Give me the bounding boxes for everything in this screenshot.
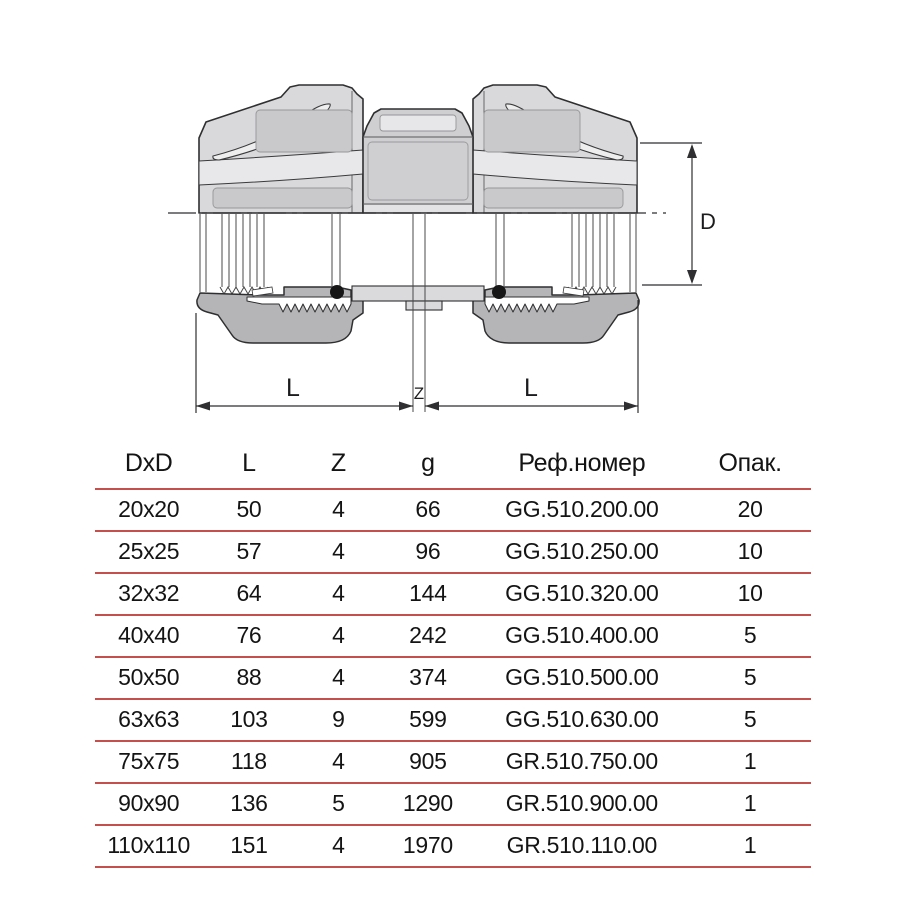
table-header-row [95, 444, 811, 489]
table-cell: 96 [415, 538, 441, 564]
table-cell: 4 [332, 832, 345, 858]
col-header-dxd: DxD [124, 449, 173, 477]
table-cell: 75x75 [118, 748, 180, 774]
coupling-drawing-svg [0, 0, 900, 440]
spec-table-section [95, 444, 811, 868]
dim-z-label: Z [413, 384, 425, 403]
table-cell: 151 [230, 832, 268, 858]
table-cell: 57 [236, 538, 262, 564]
table-cell: GG.510.400.00 [505, 622, 659, 648]
table-cell: 4 [332, 748, 345, 774]
table-cell: GG.510.320.00 [505, 580, 659, 606]
table-row [95, 489, 811, 531]
table-row [95, 531, 811, 573]
dim-l-right-label: L [524, 374, 538, 402]
table-cell: 5 [332, 790, 345, 816]
table-row [95, 699, 811, 741]
table-row [95, 783, 811, 825]
table-cell: 103 [230, 706, 268, 732]
table-cell: 1 [743, 790, 757, 816]
o-ring-seal [330, 285, 344, 299]
table-cell: GR.510.110.00 [506, 832, 658, 858]
table-cell: 4 [332, 538, 345, 564]
table-cell: GR.510.750.00 [505, 748, 658, 774]
dimension-d [640, 143, 716, 285]
table-cell: 905 [409, 748, 447, 774]
table-cell: 25x25 [118, 538, 180, 564]
spec-table [95, 444, 811, 868]
coupling-central-body [352, 109, 484, 412]
table-cell: 5 [743, 622, 757, 648]
table-cell: 50x50 [118, 664, 180, 690]
dim-d-label: D [700, 209, 716, 234]
table-cell: 20x20 [118, 496, 180, 522]
dim-l-left-label: L [286, 374, 300, 402]
table-row [95, 573, 811, 615]
table-cell: 76 [236, 622, 262, 648]
table-row [95, 825, 811, 867]
table-cell: 10 [737, 538, 763, 564]
table-cell: GG.510.500.00 [505, 664, 659, 690]
table-cell: 50 [236, 496, 262, 522]
table-row [95, 741, 811, 783]
table-cell: 20 [737, 496, 763, 522]
table-cell: 10 [737, 580, 763, 606]
table-cell: 64 [236, 580, 262, 606]
table-cell: GG.510.630.00 [505, 706, 659, 732]
table-cell: 32x32 [118, 580, 180, 606]
col-header-z: Z [330, 449, 346, 477]
col-header-l: L [242, 449, 256, 477]
table-cell: 144 [409, 580, 447, 606]
table-cell: 9 [332, 706, 345, 732]
table-cell: 5 [743, 706, 757, 732]
table-cell: 1970 [402, 832, 453, 858]
col-header-ref: Реф.номер [518, 449, 646, 477]
table-cell: 66 [415, 496, 441, 522]
table-cell: 118 [231, 748, 267, 774]
col-header-pack: Опак. [718, 449, 782, 477]
table-cell: GG.510.200.00 [505, 496, 659, 522]
coupling-left-half [197, 85, 363, 343]
table-cell: 1290 [402, 790, 453, 816]
table-cell: 599 [409, 706, 447, 732]
table-cell: 40x40 [118, 622, 180, 648]
table-cell: 1 [743, 832, 757, 858]
table-row [95, 657, 811, 699]
table-cell: 4 [332, 622, 345, 648]
table-cell: GG.510.250.00 [505, 538, 659, 564]
table-cell: 63x63 [118, 706, 180, 732]
coupling-technical-drawing [0, 0, 900, 440]
coupling-right-half [473, 85, 639, 343]
table-cell: 5 [743, 664, 757, 690]
table-cell: 4 [332, 580, 345, 606]
table-cell: 90x90 [118, 790, 180, 816]
spec-table-body [95, 489, 811, 867]
table-cell: 110x110 [107, 832, 191, 858]
table-cell: 1 [743, 748, 757, 774]
col-header-g: g [421, 449, 435, 477]
table-cell: 4 [332, 496, 345, 522]
table-cell: 88 [236, 664, 262, 690]
table-row [95, 615, 811, 657]
table-cell: 136 [230, 790, 268, 816]
table-cell: 4 [332, 664, 345, 690]
table-cell: 374 [409, 664, 447, 690]
table-cell: 242 [409, 622, 447, 648]
table-cell: GR.510.900.00 [505, 790, 658, 816]
